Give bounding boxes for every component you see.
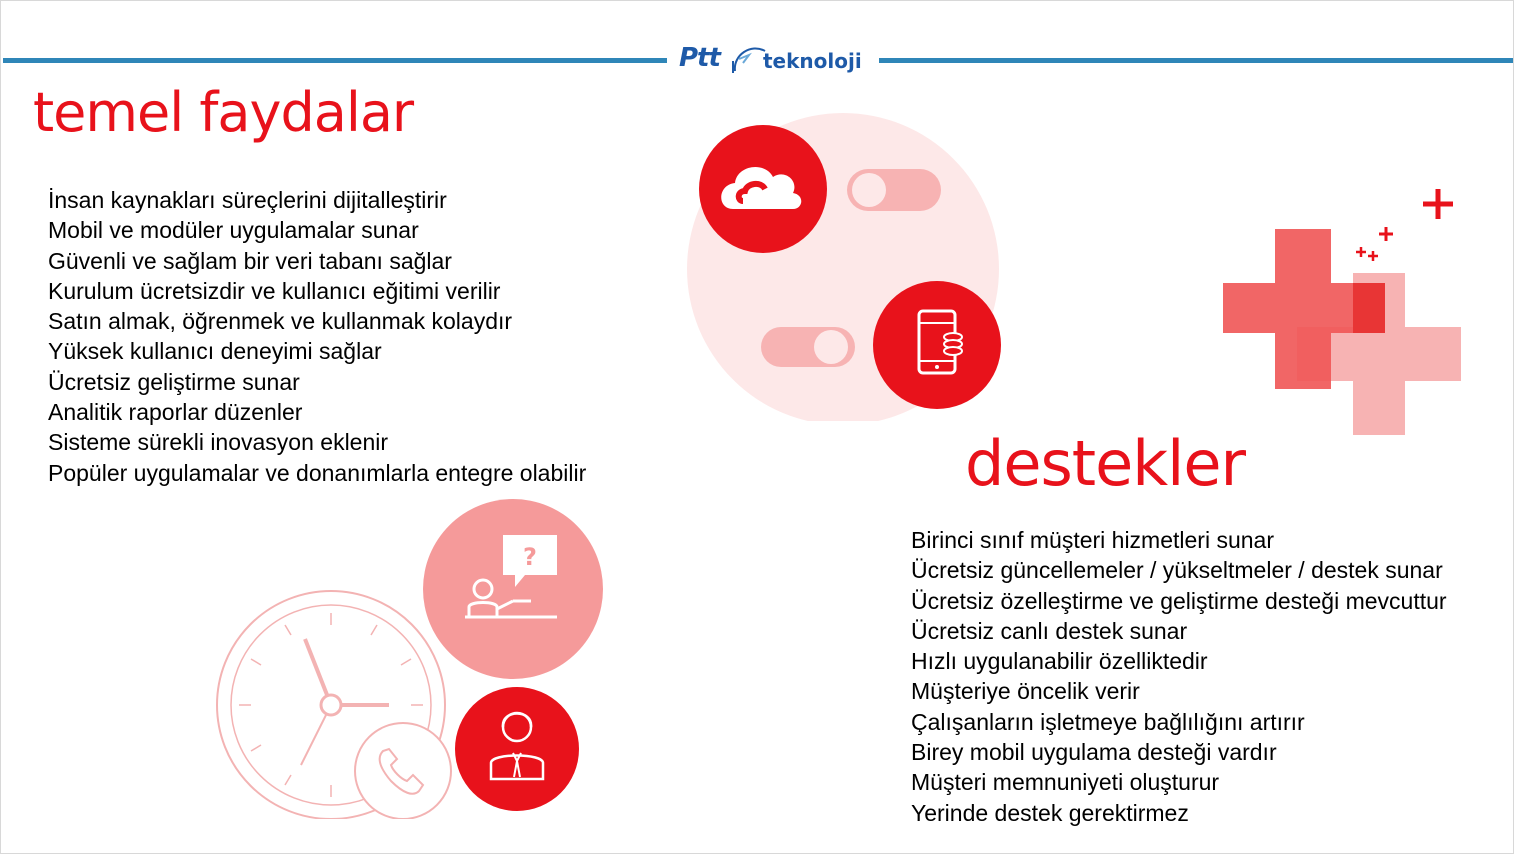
support-agent-icon: [455, 687, 579, 811]
list-item: Kurulum ücretsizdir ve kullanıcı eğitimi verilir: [48, 277, 501, 304]
list-item: Sisteme sürekli inovasyon eklenir: [48, 429, 389, 456]
list-item: Mobil ve modüler uygulamalar sunar: [48, 217, 419, 244]
mobile-payment-icon: [873, 281, 1001, 409]
list-item: Popüler uygulamalar ve donanımlarla entegre olabilir: [48, 459, 587, 486]
list-item: Satın almak, öğrenmek ve kullanmak kolaydır: [48, 308, 513, 335]
benefits-title: temel faydalar: [33, 81, 414, 144]
list-item: Hızlı uygulanabilir özelliktedir: [911, 648, 1208, 675]
cloud-mobile-illustration: [681, 111, 1011, 421]
list-item: Müşteriye öncelik verir: [911, 678, 1140, 705]
svg-text:?: ?: [523, 543, 537, 571]
ptt-teknoloji-logo: [673, 39, 869, 83]
list-item: Güvenli ve sağlam bir veri tabanı sağlar: [48, 247, 452, 274]
list-item: İnsan kaynakları süreçlerini dijitalleştirir: [48, 187, 447, 213]
benefits-list: [48, 185, 588, 488]
list-item: Ücretsiz canlı destek sunar: [911, 617, 1188, 644]
list-item: Ücretsiz özelleştirme ve geliştirme desteği mevcuttur: [911, 587, 1447, 614]
phone-icon: [355, 723, 451, 819]
list-item: Çalışanların işletmeye bağlılığını artırır: [911, 708, 1305, 735]
plus-illustration: [1215, 181, 1475, 441]
list-item: Birey mobil uygulama desteği vardır: [911, 739, 1277, 766]
support-illustration: [213, 495, 609, 819]
list-item: Yüksek kullanıcı deneyimi sağlar: [48, 338, 382, 365]
list-item: Müşteri memnuniyeti oluşturur: [911, 769, 1220, 796]
list-item: Ücretsiz güncellemeler / yükseltmeler / destek sunar: [911, 557, 1443, 584]
logo-primary-text: Ptt: [679, 43, 720, 73]
list-item: Birinci sınıf müşteri hizmetleri sunar: [911, 527, 1274, 553]
supports-title: destekler: [965, 427, 1246, 500]
logo-secondary-text: teknoloji: [763, 49, 862, 73]
list-item: Analitik raporlar düzenler: [48, 399, 303, 426]
supports-list: [911, 525, 1511, 828]
header-line-left: [3, 58, 667, 63]
plus-icon: [1223, 189, 1461, 435]
list-item: Ücretsiz geliştirme sunar: [48, 368, 300, 395]
header-line-right: [879, 58, 1513, 63]
list-item: Yerinde destek gerektirmez: [911, 799, 1189, 826]
question-chat-icon: [423, 499, 603, 679]
cloud-icon: [699, 125, 827, 253]
